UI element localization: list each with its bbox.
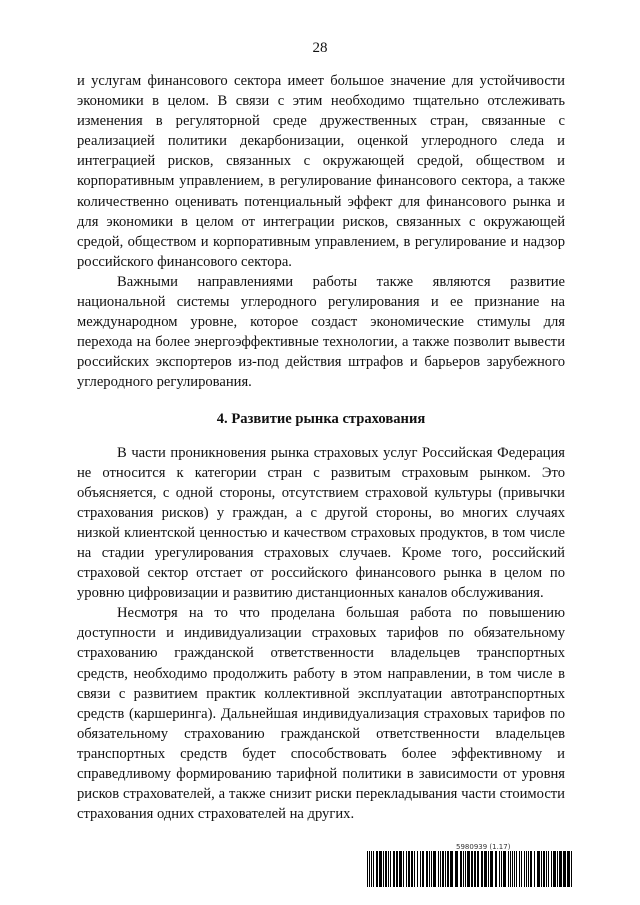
document-body: [77, 71, 565, 824]
document-code: 5980939 (1.17): [456, 843, 511, 851]
paragraph-2: Важными направлениями работы также являются развитие национальной системы углеродного регулирования и ее признание на международном уровне, которое создаст экономические стимулы для перехода на более энергоэффективные технологии, а также позволит вывести российских экспортеров из-под действия штрафов и барьеров зарубежного углеродного регулирования.: [77, 273, 565, 391]
page-number: 28: [312, 40, 328, 56]
paragraph-1: и услугам финансового сектора имеет большое значение для устойчивости экономики в целом. В связи с этим необходимо тщательно отслеживать изменения в регуляторной среде дружественных стран, связанные с реализацией политики декарбонизации, оценкой углеродного следа и интеграцией рисков, связанных с окружающей средой, обществом и корпоративным управлением, в регулирование финансового сектора, а также количественно оценивать потенциальный эффект для финансового рынка и для экономики в целом от интеграции рисков, связанных с окружающей средой, обществом и корпоративным управлением, в регулирование и надзор российского финансового сектора.: [77, 73, 565, 270]
barcode-image: [367, 851, 573, 887]
paragraph-3: В части проникновения рынка страховых услуг Российская Федерация не относится к категории стран с развитым страховым рынком. Это объясняется, с одной стороны, отсутствием страховой культуры (привычки страхования рисков) у граждан, а с другой стороны, во многих случаях низкой клиентской ценностью и качеством страховых продуктов, в том числе на стадии урегулирования страховых случаев. Кроме того, российский страховой сектор отстает от российского финансового рынка в целом по уровню цифровизации и развитию дистанционных каналов обслуживания.: [77, 444, 565, 602]
section-heading: 4. Развитие рынка страхования: [216, 410, 426, 427]
paragraph-4: Несмотря на то что проделана большая работа по повышению доступности и индивидуализации страховых тарифов по обязательному страхованию гражданской ответственности владельцев транспортных средств, необходимо продолжить работу в этом направлении, в том числе в связи с развитием практик коллективной эксплуатации автотранспортных средств (каршеринга). Дальнейшая индивидуализация страховых тарифов по обязательному страхованию гражданской ответственности владельцев транспортных средств будет способствовать более эффективному и справедливому формированию тарифной политики в зависимости от уровня рисков страхователей, а также снизит риски перекладывания части стоимости страхования одних страхователей на других.: [77, 605, 565, 823]
